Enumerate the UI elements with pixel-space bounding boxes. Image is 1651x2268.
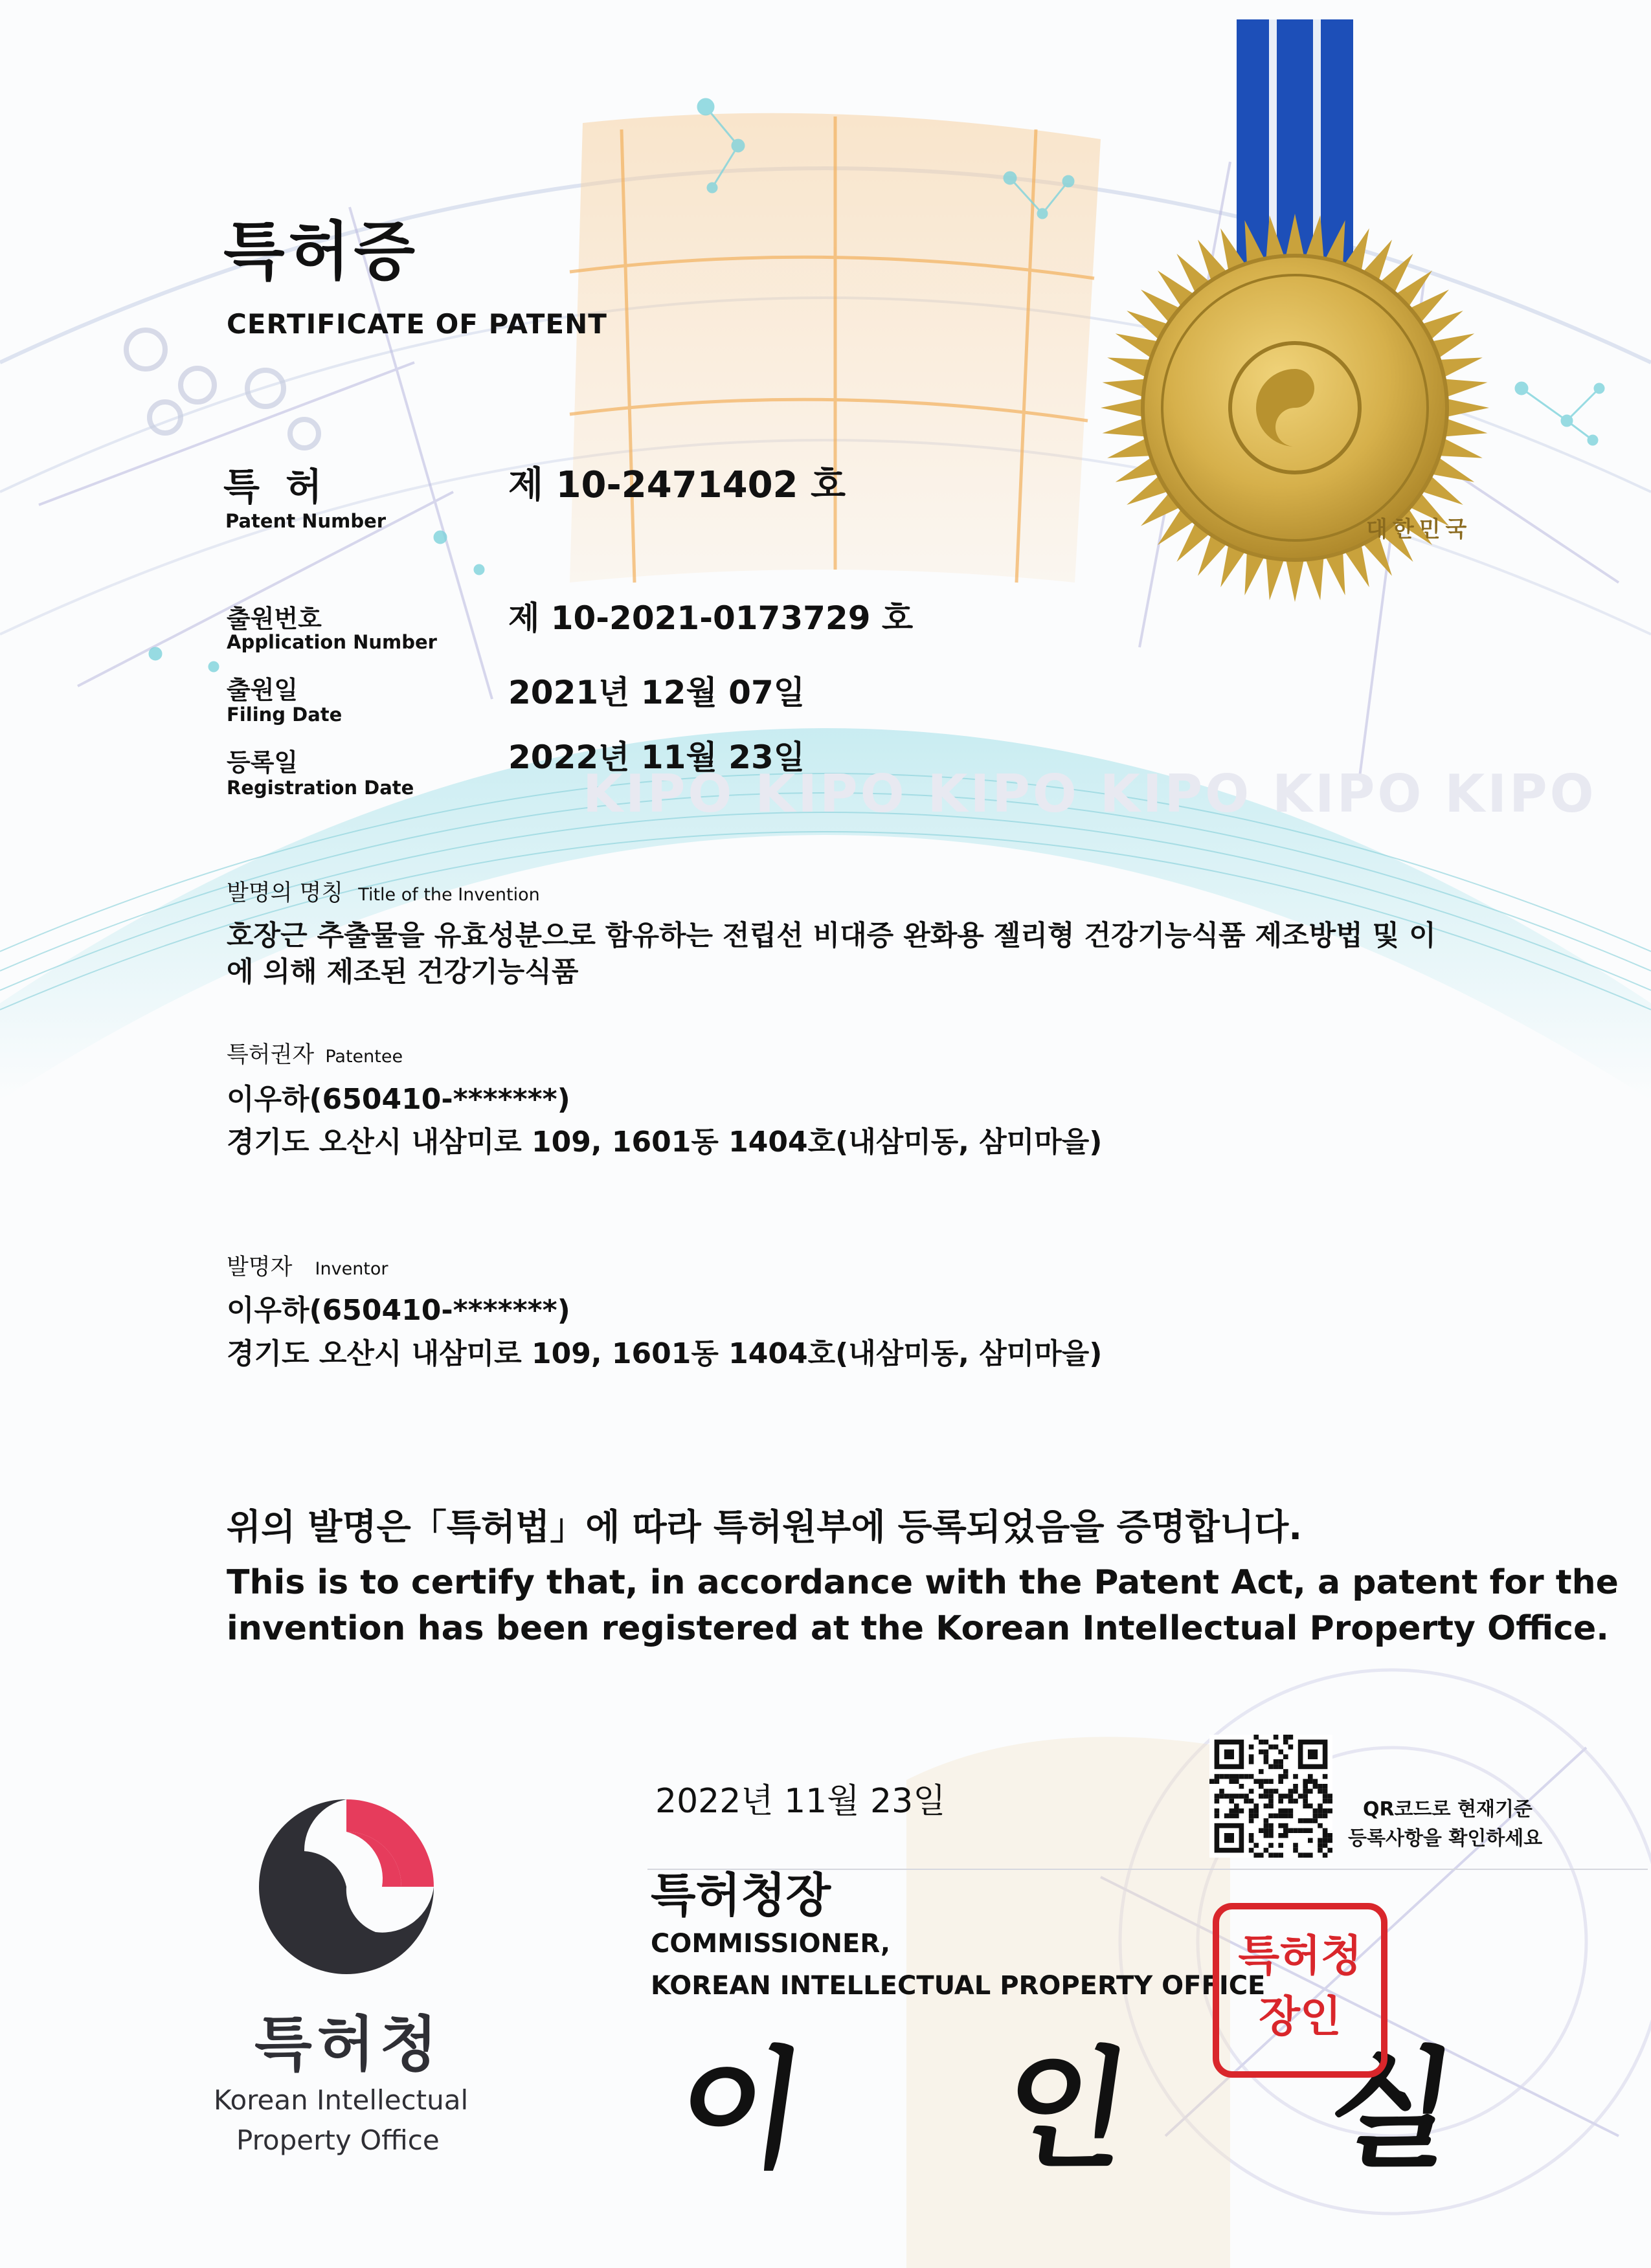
qr-code[interactable]	[1209, 1735, 1332, 1858]
invention-title-label	[227, 875, 540, 907]
patent-number-value: 제 10-2471402 호	[508, 464, 846, 506]
gold-seal-shape	[1101, 214, 1489, 602]
kipo-name-en-line2: Property Office	[236, 2124, 440, 2156]
invention-label-kr: 발명의 명칭	[227, 880, 344, 906]
commissioner-title: 특허청장	[651, 1868, 831, 1922]
commissioner-title-en-line2: KOREAN INTELLECTUAL PROPERTY OFFICE	[651, 1971, 1266, 2001]
registration-date-value: 2022년 11월 23일	[508, 739, 805, 776]
patentee-label-kr: 특허권자	[227, 1042, 315, 1068]
patent-number-label: 특 허	[223, 465, 329, 509]
filing-date-label-en: Filing Date	[227, 704, 343, 726]
kipo-name-kr: 특허청	[254, 2010, 443, 2079]
registration-date-label: 등록일	[227, 748, 298, 777]
application-number-label: 출원번호	[227, 605, 322, 633]
certification-statement-en-line2: invention has been registered at the Korean Intellectual Property Office.	[227, 1609, 1610, 1648]
invention-title-line1: 호장근 추출물을 유효성분으로 함유하는 전립선 비대증 완화용 젤리형 건강기능식품 제조방법 및 이	[227, 920, 1436, 952]
patent-number-label-en: Patent Number	[225, 510, 387, 532]
certification-statement-en-line1: This is to certify that, in accordance with the Patent Act, a patent for the	[227, 1563, 1619, 1602]
application-number-value: 제 10-2021-0173729 호	[508, 599, 914, 637]
inventor-address: 경기도 오산시 내삼미로 109, 1601동 1404호(내삼미동, 삼미마을)	[227, 1337, 1103, 1370]
filing-date-label: 출원일	[227, 676, 298, 704]
inventor-label	[227, 1249, 388, 1282]
inventor-name: 이우하(650410-*******)	[227, 1294, 570, 1327]
application-number-label-en: Application Number	[227, 631, 437, 653]
kipo-watermark: KIPO KIPO KIPO KIPO KIPO KIPO	[583, 764, 1597, 824]
certificate-title: 특허증	[223, 215, 420, 289]
stamp-text: 특허청장인	[1238, 1931, 1362, 2041]
filing-date-value: 2021년 12월 07일	[508, 674, 805, 711]
qr-caption-line2: 등록사항을 확인하세요	[1348, 1827, 1543, 1850]
patentee-name: 이우하(650410-*******)	[227, 1083, 570, 1116]
patentee-address: 경기도 오산시 내삼미로 109, 1601동 1404호(내삼미동, 삼미마을)	[227, 1126, 1103, 1159]
kipo-name-en-line1: Korean Intellectual	[214, 2084, 469, 2116]
inventor-label-kr: 발명자	[227, 1254, 293, 1280]
inventor-label-en: Inventor	[315, 1259, 388, 1279]
kipo-logo-icon	[253, 1793, 440, 1987]
certificate-title-en: CERTIFICATE OF PATENT	[227, 308, 607, 340]
certification-statement-kr: 위의 발명은「특허법」에 따라 특허원부에 등록되었음을 증명합니다.	[227, 1506, 1303, 1548]
invention-title-line2: 에 의해 제조된 건강기능식품	[227, 956, 579, 988]
qr-caption-line1: QR코드로 현재기준	[1363, 1798, 1533, 1821]
issue-date: 2022년 11월 23일	[655, 1782, 946, 1821]
seal-text: 대한민국	[1366, 517, 1472, 542]
patentee-label	[227, 1037, 403, 1069]
commissioner-signature: 이 인 실	[668, 2034, 1544, 2186]
registration-date-label-en: Registration Date	[227, 777, 414, 799]
official-stamp	[1213, 1903, 1387, 2078]
invention-label-en: Title of the Invention	[358, 885, 540, 905]
commissioner-title-en-line1: COMMISSIONER,	[651, 1929, 891, 1959]
patentee-label-en: Patentee	[325, 1047, 403, 1067]
